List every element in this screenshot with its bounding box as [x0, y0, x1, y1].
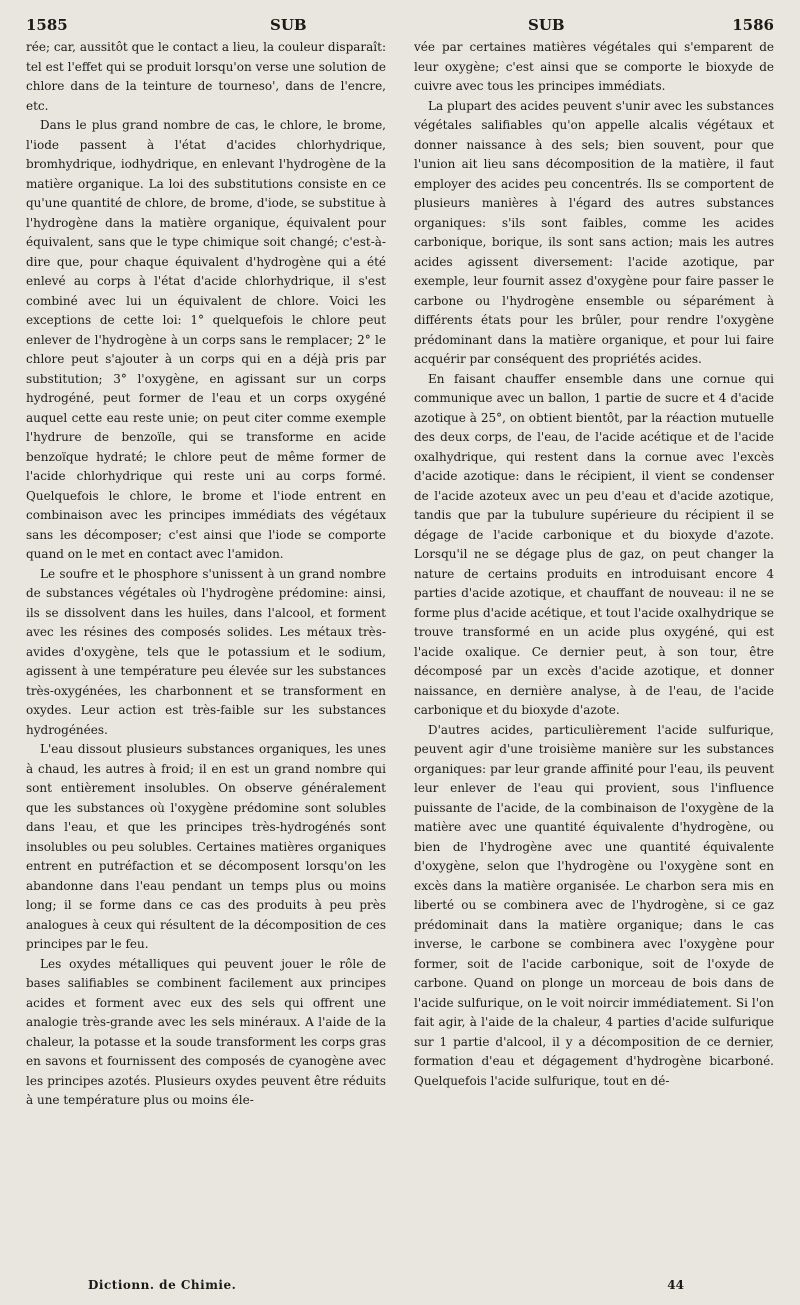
signature-mark: 44 [667, 1278, 684, 1292]
page-number-right: 1586 [732, 16, 774, 34]
paragraph: vée par certaines matières végétales qui s'emparent de leur oxygène; c'est ainsi que se comporte le bioxyde de cuivre avec tous les principes immédiats. [414, 40, 774, 93]
paragraph: Le soufre et le phosphore s'unissent à un grand nombre de substances végétales où l'hydrogène prédomine: ainsi, ils se dissolvent dans les huiles, dans l'alcool, et forment avec les résines des composés solides. Les métaux très-avides d'oxygène, tels que le potassium et le sodium, agissent à une température peu élevée sur les substances très-oxygénées, les charbonnent et se transforment en oxydes. Leur action est très-faible sur les substances hydrogénées. [26, 566, 386, 737]
right-column [414, 38, 774, 1274]
running-header [26, 12, 774, 38]
paragraph: L'eau dissout plusieurs substances organiques, les unes à chaud, les autres à froid; il en est un grand nombre qui sont entièrement insolubles. On observe généralement que les substances où l'oxygène prédomine sont solubles dans l'eau, et que les principes très-hydrogénés sont insolubles ou peu solubles. Certaines matières organiques entrent en putréfaction et se décomposent lorsqu'on les abandonne dans l'eau pendant un temps plus ou moins long; il se forme dans ce cas des produits à peu près analogues à ceux qui résultent de la décomposition de ces principes par le feu. [26, 742, 386, 951]
book-title: Dictionn. de Chimie. [88, 1278, 237, 1292]
header-word-left: SUB [270, 16, 307, 34]
text-columns [26, 38, 774, 1274]
page-footer [26, 1278, 774, 1300]
paragraph: Dans le plus grand nombre de cas, le chlore, le brome, l'iode passent à l'état d'acides chlorhydrique, bromhydrique, iodhydrique, en enlevant l'hydrogène de la matière organique. La loi des substitutions consiste en ce qu'une quantité de chlore, de brome, d'iode, se substitue à l'hydrogène dans la matière organique, équivalent pour équivalent, sans que le type chimique soit changé; c'est-à-dire que, pour chaque équivalent d'hydrogène qui a été enlevé au corps à l'état d'acide chlorhydrique, il s'est combiné avec lui un équivalent de chlore. Voici les exceptions de cette loi: 1° quelquefois le chlore peut enlever de l'hydrogène à un corps sans le remplacer; 2° le chlore peut s'ajouter à un corps qui en a déjà pris par substitution; 3° l'oxygène, en agissant sur un corps hydrogéné, peut former de l'eau et un corps oxygéné auquel cette eau reste unie; on peut citer comme exemple l'hydrure de benzoïle, qui se transforme en acide benzoïque hydraté; le chlore peut de même former de l'acide chlorhydrique qui reste uni au corps formé. Quelquefois le chlore, le brome et l'iode entrent en combinaison avec les principes immédiats des végétaux sans les décomposer; c'est ainsi que l'iode se comporte quand on le met en contact avec l'amidon. [26, 118, 386, 561]
paragraph: rée; car, aussitôt que le contact a lieu, la couleur disparaît: tel est l'effet qui se produit lorsqu'on verse une solution de chlore dans de la teinture de tourneso', dans de l'encre, etc. [26, 40, 386, 113]
paragraph: La plupart des acides peuvent s'unir avec les substances végétales salifiables qu'on appelle alcalis végétaux et donner naissance à des sels; bien souvent, pour que l'union ait lieu sans décomposition de la matière, il faut employer des acides peu concentrés. Ils se comportent de plusieurs manières à l'égard des autres substances organiques: s'ils sont faibles, comme les acides carbonique, borique, ils sont sans action; mais les autres acides agissent diversement: l'acide azotique, par exemple, leur fournit assez d'oxygène pour faire passer le carbone ou l'hydrogène ensemble ou séparément à différents états pour les brûler, pour rendre l'oxygène prédominant dans la matière organique, et pour lui faire acquérir par conséquent des propriétés acides. [414, 98, 774, 366]
paragraph: D'autres acides, particulièrement l'acide sulfurique, peuvent agir d'une troisième manière sur les substances organiques: par leur grande affinité pour l'eau, ils peuvent leur enlever de l'eau qui provient, sous l'influence puissante de l'acide, de la combinaison de l'oxygène de la matière avec une quantité équivalente d'hydrogène, ou bien de l'hydrogène avec une quantité équivalente d'oxygène, selon que l'hydrogène ou l'oxygène sont en excès dans la matière organisée. Le charbon sera mis en liberté ou se combinera avec de l'hydrogène, si ce gaz prédominait dans la matière organique; dans le cas inverse, le carbone se combinera avec l'oxygène pour former, soit de l'acide carbonique, soit de l'oxyde de carbone. Quand on plonge un morceau de bois dans de l'acide sulfurique, on le voit noircir immédiatement. Si l'on fait agir, à l'aide de la chaleur, 4 parties d'acide sulfurique sur 1 partie d'alcool, il y a décomposition de ce dernier, formation d'eau et dégagement d'hydrogène bicarboné. Quelquefois l'acide sulfurique, tout en dé- [414, 722, 774, 1088]
paragraph: Les oxydes métalliques qui peuvent jouer le rôle de bases salifiables se combinent facilement aux principes acides et forment avec eux des sels qui offrent une analogie très-grande avec les sels minéraux. A l'aide de la chaleur, la potasse et la soude transforment les corps gras en savons et fournissent des composés de cyanogène avec les principes azotés. Plusieurs oxydes peuvent être réduits à une température plus ou moins éle- [26, 956, 386, 1107]
header-word-right: SUB [528, 16, 565, 34]
page-number-left: 1585 [26, 16, 68, 34]
left-column [26, 38, 386, 1274]
paragraph: En faisant chauffer ensemble dans une cornue qui communique avec un ballon, 1 partie de sucre et 4 d'acide azotique à 25°, on obtient bientôt, par la réaction mutuelle des deux corps, de l'eau, de l'acide acétique et de l'acide oxalhydrique, qui restent dans la cornue avec l'excès d'acide azotique: dans le récipient, il vient se condenser de l'acide azoteux avec un peu d'eau et d'acide azotique, tandis que par la tubulure supérieure du récipient il se dégage de l'acide carbonique et du bioxyde d'azote. Lorsqu'il ne se dégage plus de gaz, on peut changer la nature de certains produits en introduisant encore 4 parties d'acide azotique, et chauffant de nouveau: il ne se forme plus d'acide acétique, et tout l'acide oxalhydrique se trouve transformé en un acide plus oxygéné, qui est l'acide oxalique. Ce dernier peut, à son tour, être décomposé par un excès d'acide azotique, et donner naissance, en dernière analyse, à de l'eau, de l'acide carbonique et du bioxyde d'azote. [414, 371, 774, 717]
